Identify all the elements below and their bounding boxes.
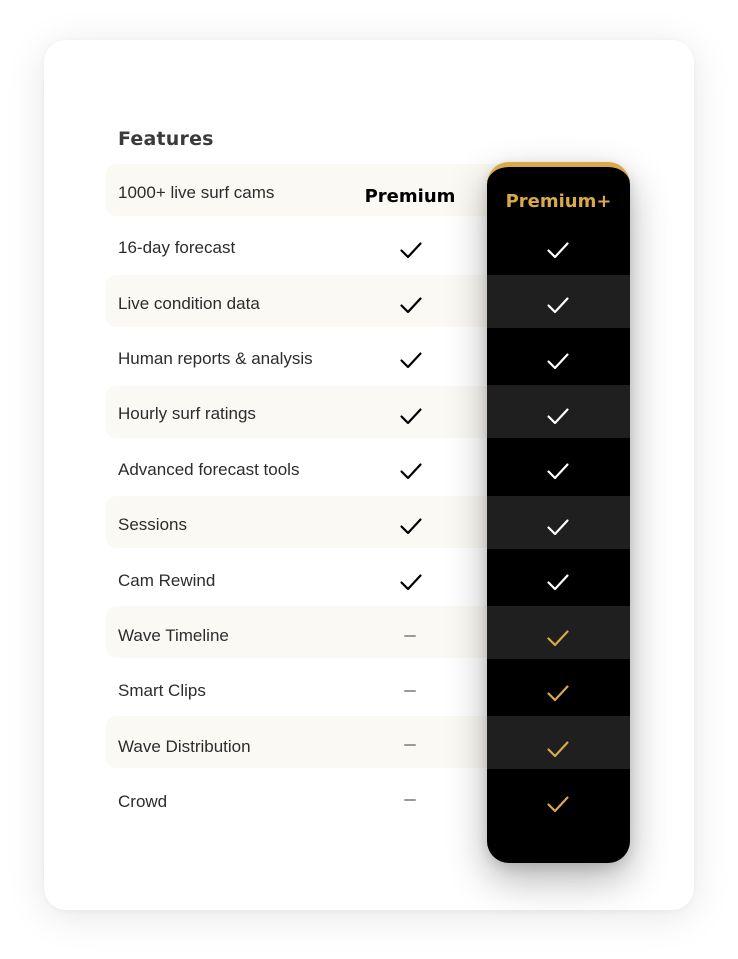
dash-icon [404,799,416,801]
features-heading: Features [118,128,214,150]
feature-label: Smart Clips [118,681,206,700]
gold-check-icon [546,626,570,650]
feature-label: Live condition data [118,294,260,313]
check-icon [399,348,423,372]
feature-label: Wave Distribution [118,737,251,756]
check-icon [546,570,570,594]
check-icon [399,404,423,428]
dash-icon [404,744,416,746]
premium-plus-column-header: Premium+ [505,191,612,212]
check-icon [546,515,570,539]
gold-check-icon [546,681,570,705]
check-icon [399,570,423,594]
feature-label: 16-day forecast [118,238,236,257]
premium-plus-column [487,162,630,863]
check-icon [546,238,570,262]
check-icon [546,349,570,373]
gold-check-icon [546,792,570,816]
check-icon [546,404,570,428]
check-icon [399,459,423,483]
check-icon [546,459,570,483]
feature-label: Cam Rewind [118,571,216,590]
dash-icon [404,690,416,692]
check-icon [399,514,423,538]
feature-label: Human reports & analysis [118,349,313,368]
feature-label: Hourly surf ratings [118,404,256,423]
check-icon [546,293,570,317]
check-icon [399,293,423,317]
feature-label: Wave Timeline [118,626,229,645]
feature-label: Sessions [118,515,187,534]
feature-label: Crowd [118,792,168,811]
feature-label: Advanced forecast tools [118,460,300,479]
feature-label: 1000+ live surf cams [118,183,275,202]
check-icon [399,238,423,262]
dash-icon [404,635,416,637]
premium-column-header: Premium [364,186,456,207]
gold-check-icon [546,737,570,761]
